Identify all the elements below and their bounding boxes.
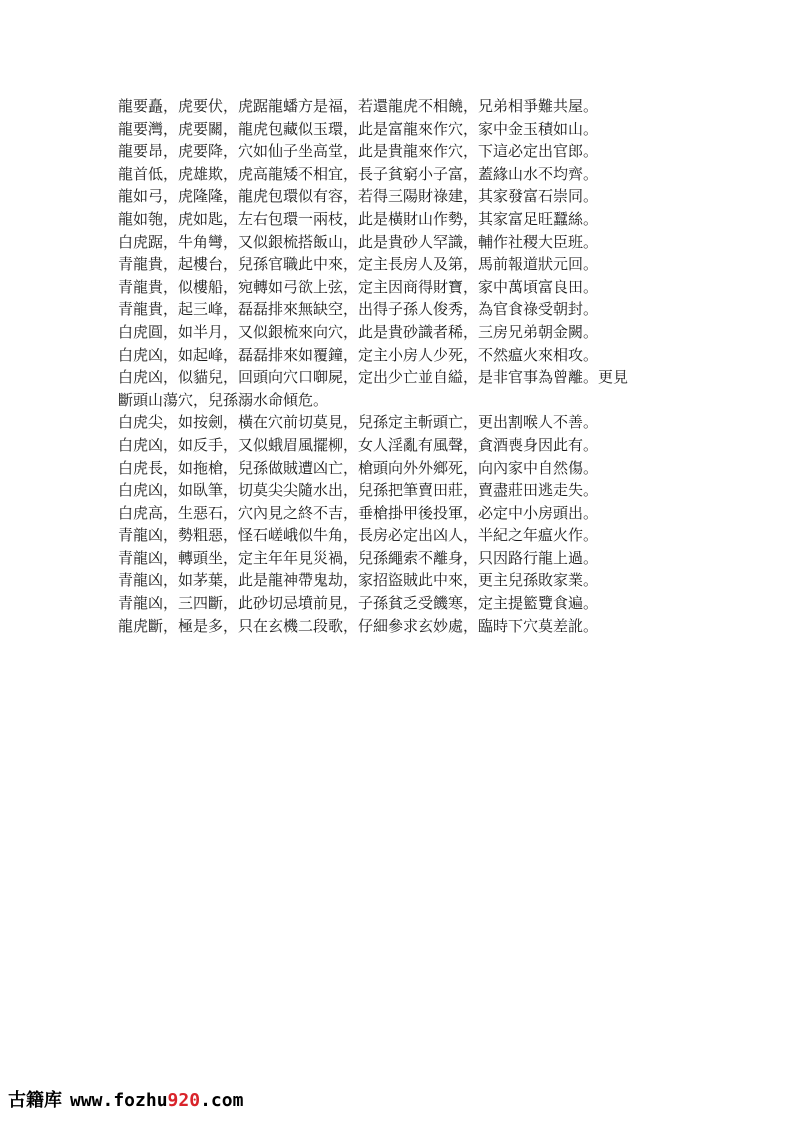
text-line: 白虎長，如拖槍，兒孫做賊遭凶亡，槍頭向外外鄉死，向內家中自然傷。 <box>118 458 599 477</box>
text-line: 白虎圓，如半月，又似銀梳來向穴，此是貴砂識者稀，三房兄弟朝金闕。 <box>118 322 599 341</box>
url-suffix: .com <box>200 1090 244 1111</box>
text-line: 龍要灣，虎要關，龍虎包藏似玉環，此是富龍來作穴，家中金玉積如山。 <box>118 119 599 138</box>
text-line: 龍如匏，虎如匙，左右包環一兩枝，此是橫財山作勢，其家富足旺蠶絲。 <box>118 209 599 228</box>
text-line: 白虎凶，如臥筆，切莫尖尖隨水出，兒孫把筆賣田莊，賣盡莊田逃走失。 <box>118 481 599 500</box>
text-line: 龍要昂，虎要降，穴如仙子坐高堂，此是貴龍來作穴，下這必定出官郎。 <box>118 142 599 161</box>
text-line: 白虎踞，牛角彎，又似銀梳搭飯山，此是貴砂人罕識，輔作社稷大臣班。 <box>118 232 599 251</box>
url-number: 920 <box>167 1090 201 1111</box>
text-line: 龍如弓，虎隆隆，龍虎包環似有容，若得三陽財祿建，其家發富石崇同。 <box>118 187 599 206</box>
footer-watermark <box>8 1086 243 1112</box>
text-line: 白虎凶，如反手，又似蛾眉風擺柳，女人淫亂有風聲，貪酒喪身因此有。 <box>118 435 599 454</box>
text-line: 白虎高，生惡石，穴內見之終不吉，垂槍掛甲後投軍，必定中小房頭出。 <box>118 503 599 522</box>
text-line: 青龍凶，勢粗惡，怪石嵯峨似牛角，長房必定出凶人，半紀之年瘟火作。 <box>118 526 599 545</box>
text-line: 白虎凶，似貓兒，回頭向穴口啣屍，定出少亡並自縊，是非官事為曾離。更見 <box>118 368 629 387</box>
text-line: 龍首低，虎雄欺，虎高龍矮不相宜，長子貧窮小子富，蓋緣山水不均齊。 <box>118 164 599 183</box>
text-line: 青龍貴，似樓船，宛轉如弓欲上弦，定主因商得財寶，家中萬頃富良田。 <box>118 277 599 296</box>
text-line: 白虎凶，如起峰，磊磊排來如覆鐘，定主小房人少死，不然瘟火來相攻。 <box>118 345 599 364</box>
text-line: 青龍貴，起三峰，磊磊排來無缺空，出得子孫人俊秀，為官食祿受朝封。 <box>118 300 599 319</box>
text-line: 青龍貴，起樓台，兒孫官職此中來，定主長房人及第，馬前報道狀元回。 <box>118 255 599 274</box>
text-line: 龍要矗，虎要伏，虎踞龍蟠方是福，若還龍虎不相饒，兄弟相爭難共屋。 <box>118 97 599 115</box>
text-line: 龍虎斷，極是多，只在玄機二段歌，仔細參求玄妙處，臨時下穴莫差訛。 <box>118 616 599 635</box>
text-line: 青龍凶，轉頭坐，定主年年見災禍，兒孫繩索不離身，只因路行龍上過。 <box>118 548 599 567</box>
body-text <box>118 95 678 637</box>
text-line: 青龍凶，三四斷，此砂切忌墳前見，子孫貧乏受饑寒，定主提籃覽食遍。 <box>118 594 599 613</box>
site-url[interactable] <box>70 1090 243 1111</box>
text-line: 白虎尖，如按劍，橫在穴前切莫見，兒孫定主斬頭亡，更出割喉人不善。 <box>118 413 599 432</box>
site-name: 古籍库 <box>8 1090 62 1111</box>
text-line: 青龍凶，如茅葉，此是龍神帶鬼劫，家招盜賊此中來，更主兒孫敗家業。 <box>118 571 599 590</box>
text-line: 斷頭山蕩穴，兒孫溺水命傾危。 <box>118 390 329 409</box>
url-prefix: www.fozhu <box>70 1090 168 1111</box>
